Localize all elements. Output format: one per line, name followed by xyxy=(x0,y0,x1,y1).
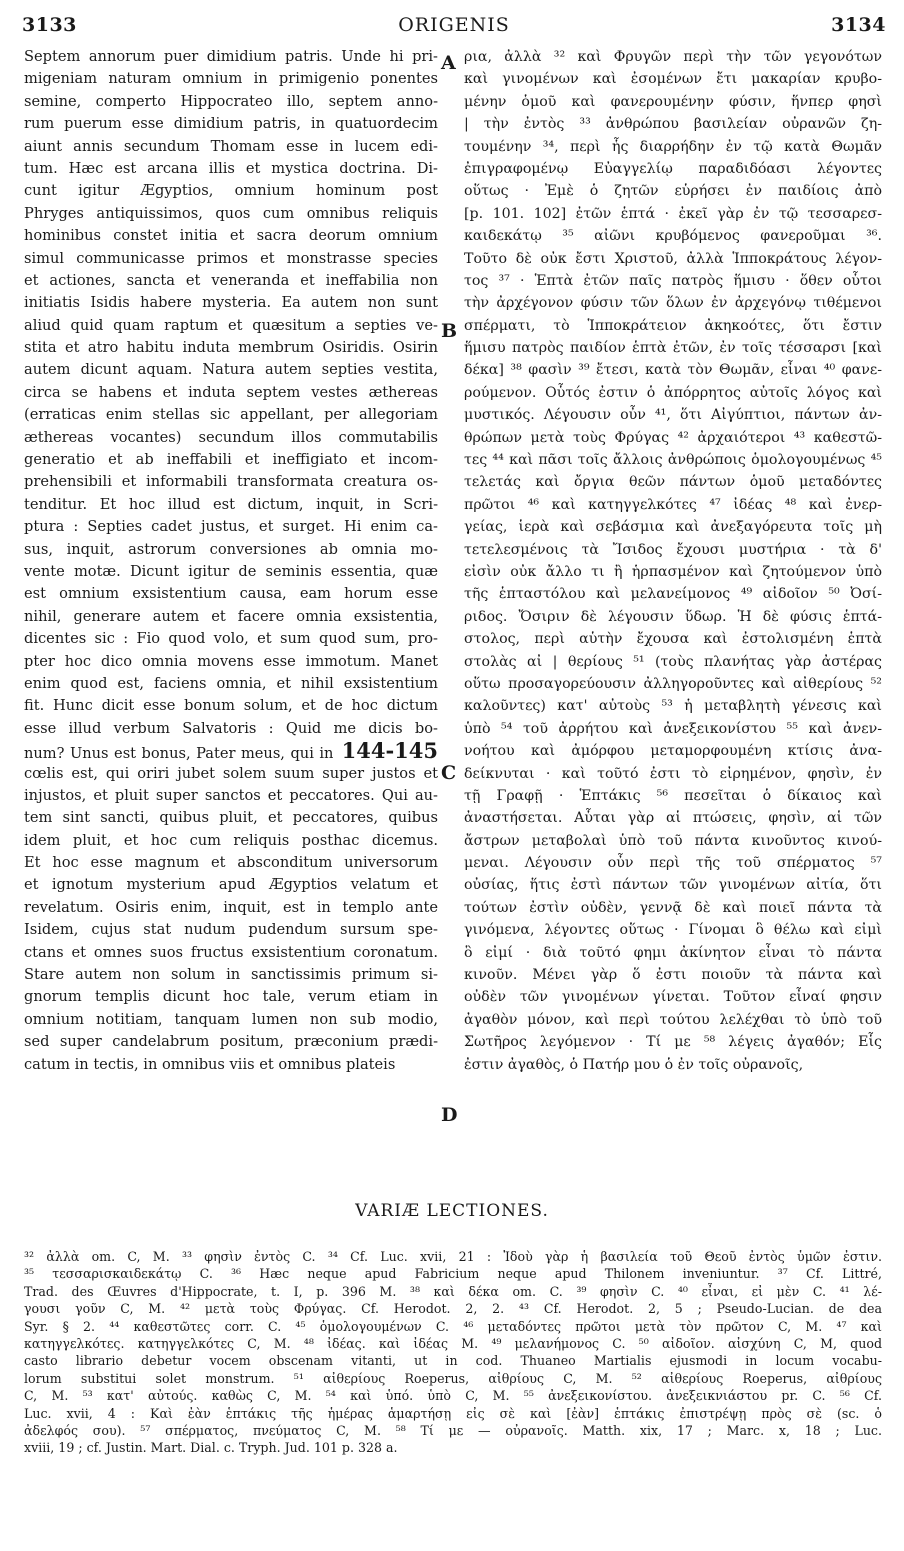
latin-text-line: hominibus constet initia et sacra deorum omnium xyxy=(24,227,438,245)
latin-text-line: nihil, generare autem et facere omnia exsistentia, xyxy=(24,607,438,625)
latin-text-line: dicentes sic : Fio quod volo, et sum quod sum, pro- xyxy=(24,630,438,648)
latin-text-line: cunt igitur Ægyptios, omnium hominum post xyxy=(24,182,438,200)
latin-text-line: migeniam naturam omnium in primigenio ponentes xyxy=(24,70,438,88)
latin-text-line: enim quod est, faciens omnia, et nihil exsistentium xyxy=(24,674,438,692)
latin-text-line: gnorum templis dicunt hoc tale, verum etiam in xyxy=(24,988,438,1006)
running-title: ORIGENIS xyxy=(398,14,510,36)
latin-text-line: generatio et ab ineffabili et ineffigiato et incom- xyxy=(24,451,438,469)
latin-text-line: tenditur. Et hoc illud est dictum, inquit, in Scri- xyxy=(24,495,438,513)
greek-text-line: μεναι. Λέγουσιν οὖν περὶ τῆς τοῦ σπέρματος ⁵⁷ xyxy=(464,855,882,872)
note-line: ³² ἀλλὰ om. C, M. ³³ φησὶν ἐντὸς C. ³⁴ Cf. Luc. xvii, 21 : Ἰδοὺ γὰρ ἡ βασιλεία τοῦ Θεοῦ ἐντὸς ὑμῶν ἐστιν. xyxy=(24,1249,882,1264)
greek-text-line: εἰσὶν οὐκ ἄλλο τι ἢ ἡρπασμένον καὶ ζητούμενον ὑπὸ xyxy=(464,563,882,580)
greek-text-line: σπέρματι, τὸ Ἱπποκράτειον ἀκηκοότες, ὅτι ἔστιν xyxy=(464,317,882,334)
greek-text-line: μυστικός. Λέγουσιν οὖν ⁴¹, ὅτι Αἰγύπτιοι, πάντων ἀν- xyxy=(464,407,882,424)
latin-text-line: semine, comperto Hippocrateo illo, septem anno- xyxy=(24,92,438,110)
note-line: lorum substitui solet monstrum. ⁵¹ αἰθερίους Roeperus, αἰθρίους C, M. ⁵² αἰθερίους Roeperus, αἰθρίους xyxy=(24,1370,882,1386)
greek-text-line: θρώπων μετὰ τοὺς Φρύγας ⁴² ἀρχαιότεροι ⁴³ καθεστῶ- xyxy=(464,429,882,446)
latin-text-line: et ignotum mysterium apud Ægyptios velatum et xyxy=(24,876,438,894)
latin-text-line: (erraticas enim stellas sic appellant, per allegoriam xyxy=(24,406,438,424)
section-marker-d: D xyxy=(441,1104,458,1126)
latin-text-line: aiunt annis secundum Thomam esse in lucem edi- xyxy=(24,137,438,155)
greek-text-line: καὶ γινομένων καὶ ἐσομένων ἔτι μακαρίαν κρυβο- xyxy=(464,71,882,88)
greek-text-line: δέκα] ³⁸ φασὶν ³⁹ ἔτεσι, κατὰ τὸν Θωμᾶν, εἶναι ⁴⁰ φανε- xyxy=(464,362,882,379)
note-line: Syr. § 2. ⁴⁴ καθεστῶτες corr. C. ⁴⁵ ὁμολογουμένων C. ⁴⁶ μεταδόντες πρῶτοι μετὰ τὸν πρῶτον C, M. ⁴⁷ καὶ xyxy=(24,1318,882,1334)
latin-text-line: prehensibili et informabili transformata creatura os- xyxy=(24,473,438,491)
greek-text-line: τετελεσμένοις τὰ Ἴσιδος ἔχουσι μυστήρια · τὰ δ' xyxy=(464,541,882,558)
note-line: ἀδελφός σου). ⁵⁷ σπέρματος, πνεύματος C, M. ⁵⁸ Τί με — οὐρανοῖς. Matth. xix, 17 ; Marc. x, 18 ; Luc. xyxy=(24,1422,882,1438)
greek-text-line: ἥμισυ πατρὸς παιδίον ἑπτὰ ἐτῶν, ἐν τοῖς τέσσαρσι [καὶ xyxy=(464,340,882,357)
greek-text-line: τουμένην ³⁴, περὶ ἧς διαρρήδην ἐν τῷ κατὰ Θωμᾶν xyxy=(464,138,882,155)
latin-column xyxy=(24,46,438,1076)
latin-text-line: pter hoc dico omnia movens esse immotum. Manet xyxy=(24,652,438,670)
greek-text-line: ἐπιγραφομένῳ Εὐαγγελίῳ παραδιδόασι λέγοντες xyxy=(464,160,882,177)
latin-text-line: et actiones, sancta et veneranda et ineffabilia non xyxy=(24,271,438,289)
latin-text-line: sed super candelabrum positum, præconium prædi- xyxy=(24,1033,438,1051)
latin-text-line: sus, inquit, astrorum conversiones ab omnia mo- xyxy=(24,540,438,558)
greek-text-line: νοήτου καὶ ἀμόρφου μεταμορφουμένη κτίσις ἀνα- xyxy=(464,743,882,760)
latin-text-line: Septem annorum puer dimidium patris. Unde hi pri- xyxy=(24,48,438,65)
greek-text-line: ρούμενον. Οὗτός ἐστιν ὁ ἀπόρρητος αὐτοῖς λόγος καὶ xyxy=(464,384,882,401)
note-line: γουσι γοῦν C, M. ⁴² μετὰ τοὺς Φρύγας. Cf. Herodot. 2, 2. ⁴³ Cf. Herodot. 2, 5 ; Pseudo-Lucian. de dea xyxy=(24,1301,882,1317)
greek-text-line: | τὴν ἐντὸς ³³ ἀνθρώπου βασιλείαν οὐρανῶν ζη- xyxy=(464,116,882,133)
latin-text-line: idem pluit, et hoc cum reliquis posthac dicemus. xyxy=(24,831,438,849)
greek-text-line: στολὰς αἰ | θερίους ⁵¹ (τοὺς πλανήτας γὰρ ἀστέρας xyxy=(464,653,882,670)
greek-text-line: ἀγαθὸν μόνον, καὶ περὶ τούτου λελέχθαι τὸ ὑπὸ τοῦ xyxy=(464,1011,882,1028)
latin-text-line: cœlis est, qui oriri jubet solem suum super justos et xyxy=(24,764,438,782)
greek-text-line: ὑπὸ ⁵⁴ τοῦ ἀρρήτου καὶ ἀνεξεικονίστου ⁵⁵ καὶ ἀνεν- xyxy=(464,720,882,737)
latin-text-line: simul communicasse primos et monstrasse species xyxy=(24,249,438,267)
latin-text-line: Isidem, cujus stat nudum pudendum sursum spe- xyxy=(24,921,438,939)
greek-column xyxy=(464,46,882,1076)
note-line: κατηγγελκότες. κατηγγελκότες C, M. ⁴⁸ ἰδέας. καὶ ἰδέας M. ⁴⁹ μελανήμονος C. ⁵⁰ αἰδοῖον. αἰσχύνη C, M, quod xyxy=(24,1335,882,1351)
latin-text-line: ptura : Septies cadet justus, et surget. Hi enim ca- xyxy=(24,518,438,536)
greek-text-line: ἄστρων μεταβολαὶ ὑπὸ τοῦ πάντα κινοῦντος κινού- xyxy=(464,832,882,849)
greek-text-line: κινοῦν. Μένει γὰρ ὅ ἐστι ποιοῦν τὰ πάντα καὶ xyxy=(464,967,882,984)
latin-text-line: injustos, et pluit super sanctos et peccatores. Qui au- xyxy=(24,786,438,804)
greek-text-line: τελετάς καὶ ὄργια θεῶν πάντων ὁμοῦ μεταδόντες xyxy=(464,474,882,491)
greek-text-line: καλοῦντες) κατ' αὐτοὺς ⁵³ ἡ μεταβλητὴ γένεσις καὶ xyxy=(464,698,882,715)
greek-text-line: [p. 101. 102] ἐτῶν ἑπτά · ἐκεῖ γὰρ ἐν τῷ τεσσαρεσ- xyxy=(464,205,882,222)
latin-text-line: autem dicunt aquam. Natura autem septies vestita, xyxy=(24,361,438,379)
greek-text-line: Σωτῆρος λεγόμενον · Τί με ⁵⁸ λέγεις ἀγαθόν; Εἷς xyxy=(464,1034,882,1051)
inline-page-numbers: 144-145 xyxy=(333,740,438,763)
note-line: casto librario debetur vocem obscenam vitanti, ut in cod. Thuaneo Martialis ejusmodi in locum vocabu- xyxy=(24,1353,882,1369)
greek-text-line: τὴν ἀρχέγονον φύσιν τῶν ὅλων ἐν ἀρχεγόνῳ τιθέμενοι xyxy=(464,295,882,312)
note-line: Luc. xvii, 4 : Καὶ ἐὰν ἑπτάκις τῆς ἡμέρας ἁμαρτήσῃ εἰς σὲ καὶ [ἐὰν] ἑπτάκις ἐπιστρέψῃ πρὸς σὲ (sc. ὁ xyxy=(24,1405,882,1421)
greek-text-line: τῆς ἑπταστόλου καὶ μελανείμονος ⁴⁹ αἰδοῖον ⁵⁰ Ὀσί- xyxy=(464,586,882,603)
greek-text-line: τες ⁴⁴ καὶ πᾶσι τοῖς ἄλλοις ἀνθρώποις ὁμολογουμένως ⁴⁵ xyxy=(464,452,882,469)
latin-text-line: fit. Hunc dicit esse bonum solum, et de hoc dictum xyxy=(24,697,438,715)
greek-text-line: ριδος. Ὄσιριν δὲ λέγουσιν ὕδωρ. Ἡ δὲ φύσις ἑπτά- xyxy=(464,608,882,625)
note-line: C, M. ⁵³ κατ' αὐτούς. καθὼς C, M. ⁵⁴ καὶ ὑπό. ὑπὸ C, M. ⁵⁵ ἀνεξεικονίστου. ἀνεξεικνιάστου pr. C. ⁵⁶ Cf. xyxy=(24,1388,882,1404)
latin-text-line: catum in tectis, in omnibus viis et omnibus plateis xyxy=(24,1055,396,1073)
section-marker-a: A xyxy=(441,52,456,74)
greek-text-line: στολος, περὶ αὑτὴν ἔχουσα καὶ ἐστολισμένη ἑπτὰ xyxy=(464,631,882,648)
latin-text-line: ctans et omnes suos fructus exsistentium coronatum. xyxy=(24,943,438,961)
greek-text-line: οὐδὲν τῶν γινομένων γίνεται. Τοῦτον εἶναί φησιν xyxy=(464,989,882,1006)
greek-text-line: τῇ Γραφῇ · Ἑπτάκις ⁵⁶ πεσεῖται ὁ δίκαιος καὶ xyxy=(464,787,882,804)
latin-text-line: rum puerum esse dimidium patris, in quatuordecim xyxy=(24,115,438,133)
section-marker-b: B xyxy=(441,320,458,342)
latin-text-line: Et hoc esse magnum et absconditum universorum xyxy=(24,854,438,872)
latin-text-line: est omnium exsistentium causa, eam horum esse xyxy=(24,585,438,603)
latin-text-line: revelatum. Osiris enim, inquit, est in templo ante xyxy=(24,898,438,916)
latin-text-line: circa se habens et induta septem vestes æthereas xyxy=(24,383,438,401)
note-line: xviii, 19 ; cf. Justin. Mart. Dial. c. Tryph. Jud. 101 p. 328 a. xyxy=(24,1440,398,1456)
greek-text-line: μένην ὁμοῦ καὶ φανερουμένην φύσιν, ἥνπερ φησὶ xyxy=(464,93,882,110)
latin-text-line: Phryges antiquissimos, quos cum omnibus reliquis xyxy=(24,204,438,222)
greek-text-line: τούτων ἐστὶν οὐδὲν, γεννᾷ δὲ καὶ ποιεῖ πάντα τὰ xyxy=(464,899,882,916)
variae-lectiones-title: VARIÆ LECTIONES. xyxy=(355,1201,549,1221)
latin-text-line: tem sint sancti, quibus pluit, et peccatores, quibus xyxy=(24,809,438,827)
greek-text-line: γείας, ἱερὰ καὶ σεβάσμια καὶ ἀνεξαγόρευτα τοῖς μὴ xyxy=(464,519,882,536)
latin-text-line: tum. Hæc est arcana illis et mystica doctrina. Di- xyxy=(24,159,438,177)
latin-text-line: num? Unus est bonus, Pater meus, qui in 144-145 xyxy=(24,740,438,763)
greek-text-line: καιδεκάτῳ ³⁵ αἰῶνι κρυβόμενος φανεροῦμαι ³⁶. xyxy=(464,228,882,245)
latin-text-line: æthereas vocantes) secundum illos commutabilis xyxy=(24,428,438,446)
greek-text-line: οὐσίας, ἥτις ἐστὶ πάντων τῶν γινομένων αἰτία, ὅτι xyxy=(464,877,882,894)
variant-readings-notes xyxy=(24,1248,882,1457)
note-line: ³⁵ τεσσαρισκαιδεκάτῳ C. ³⁶ Hæc neque apud Fabricium neque apud Thilonem inveniuntur. ³⁷ Cf. Littré, xyxy=(24,1266,882,1282)
latin-text-line: omnium notitiam, tanquam lumen non sub modio, xyxy=(24,1010,438,1028)
running-header xyxy=(22,14,886,40)
greek-text-line: τος ³⁷ · Ἑπτὰ ἐτῶν παῖς πατρὸς ἥμισυ · ὅθεν οὗτοι xyxy=(464,272,882,289)
greek-text-line: ἀναστήσεται. Αὗται γὰρ αἱ πτώσεις, φησὶν, αἱ τῶν xyxy=(464,810,882,827)
latin-text-line: esse illud verbum Salvatoris : Quid me dicis bo- xyxy=(24,719,438,737)
greek-text-line: ἐστιν ἀγαθὸς, ὁ Πατήρ μου ὁ ἐν τοῖς οὐρανοῖς, xyxy=(464,1056,804,1073)
section-marker-c: C xyxy=(441,762,457,784)
greek-text-line: ρια, ἀλλὰ ³² καὶ Φρυγῶν περὶ τὴν τῶν γεγονότων xyxy=(464,49,882,65)
latin-text-line: stita et atro habitu induta membrum Osiridis. Osirin xyxy=(24,339,438,357)
greek-text-line: δείκνυται · καὶ τοῦτό ἐστι τὸ εἰρημένον, φησὶν, ἐν xyxy=(464,765,882,782)
note-line: Trad. des Œuvres d'Hippocrate, t. I, p. 396 M. ³⁸ καὶ δέκα om. C. ³⁹ φησὶν C. ⁴⁰ εἶναι, εἰ μὲν C. ⁴¹ λέ- xyxy=(24,1283,882,1299)
latin-text-line: vente motæ. Dicunt igitur de seminis essentia, quæ xyxy=(24,562,438,580)
greek-text-line: γινόμενα, λέγοντες οὕτως · Γίνομαι ὃ θέλω καὶ εἰμὶ xyxy=(464,922,882,939)
latin-text-line: aliud quid quam raptum et quæsitum a septies ve- xyxy=(24,316,438,334)
greek-text-line: οὕτω προσαγορεύουσιν ἀλληγοροῦντες καὶ αἰθερίους ⁵² xyxy=(464,675,882,692)
greek-text-line: ὃ εἰμί · διὰ τοῦτό φημι ἀκίνητον εἶναι τὸ πάντα xyxy=(464,944,882,961)
latin-text-line: initiatis Isidis habere mysteria. Ea autem non sunt xyxy=(24,294,438,312)
greek-text-line: πρῶτοι ⁴⁶ καὶ κατηγγελκότες ⁴⁷ ἰδέας ⁴⁸ καὶ ἐνερ- xyxy=(464,496,882,513)
left-page-number: 3133 xyxy=(22,14,77,36)
latin-text-line: Stare autem non solum in sanctissimis primum si- xyxy=(24,966,438,984)
greek-text-line: Τοῦτο δὲ οὐκ ἔστι Χριστοῦ, ἀλλὰ Ἱπποκράτους λέγον- xyxy=(464,250,882,267)
greek-text-line: οὕτως · Ἐμὲ ὁ ζητῶν εὑρήσει ἐν παιδίοις ἀπὸ xyxy=(464,183,882,200)
right-page-number: 3134 xyxy=(831,14,886,36)
